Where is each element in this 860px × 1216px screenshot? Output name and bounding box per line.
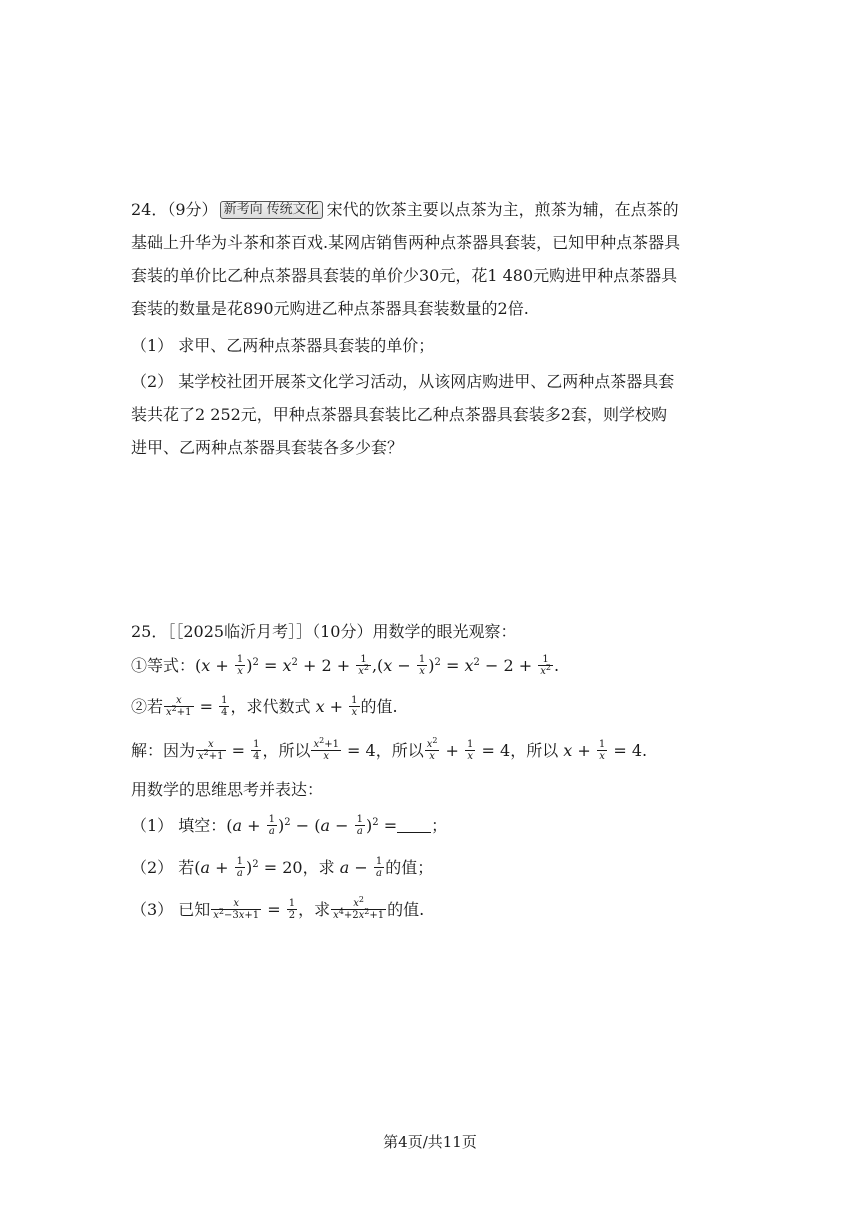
q25-equation-line [131,655,559,681]
p2-target: a − $\frac{1}{a}$ [339,856,383,879]
q24-text-line3: 套装的单价比乙种点茶器具套装的单价少30元，花1 480元购进甲种点茶器具 [131,266,678,285]
q24-part1: （1） 求甲、乙两种点茶器具套装的单价； [131,336,435,355]
sol-step1: $\frac{x}{x^2+1}$ = $\frac{1}{4}$ [198,739,260,762]
p3-condition: $\frac{x}{x^2-3x+1}$ = $\frac{1}{2}$ [213,898,296,921]
p2-mid: ，求 [302,858,335,877]
if-label: ②若 [131,697,164,716]
p1-end: ； [431,816,448,835]
q25-if-line [131,696,398,722]
p2-label: （2） 若 [131,858,195,877]
q24-part2-line3: 进甲、乙两种点茶器具套装各多少套？ [131,438,404,457]
q24-score: （9分） [167,200,218,219]
identity-formula: (x + $\frac{1}{x}$ )$^2 = x^2 + 2$ + $\frac{1}{x^2}$ ,(x − $\frac{1}{x}$ )$^2 = x^2 - 2$ + $\frac{1}{x^2}$ . [195,654,560,677]
badge-right-text: 传统文化 [266,202,319,217]
q24-text-line2: 基础上升华为斗茶和茶百戏.某网店销售两种点茶器具套装，已知甲种点茶器具 [131,233,681,252]
p1-answer-blank[interactable] [397,818,431,833]
q24-topic-badge [220,201,323,219]
p3-label: （3） 已知 [131,900,211,919]
q24-part2-line1: （2） 某学校社团开展茶文化学习活动，从该网店购进甲、乙两种点茶器具套 [131,372,675,391]
if-end: 的值. [360,697,398,716]
p2-condition: (a + $\frac{1}{a}$ )$^2$ = 20 [194,856,303,879]
p3-mid: ，求 [298,900,331,919]
sol-step2: $\frac{x^2+1}{x}$ = 4 [313,736,376,762]
q25-part3 [131,895,425,927]
sol-step3: $\frac{x^2}{x}$ + $\frac{1}{x}$ = 4 [426,736,511,762]
target-expression: x + $\frac{1}{x}$ [315,695,358,718]
q24-number: 24． [131,200,168,219]
q24-text-line1: 宋代的饮茶主要以点茶为主，煎茶为辅，在点茶的 [326,200,679,219]
sol-so2: ，所以 [375,741,424,760]
if-text: ，求代数式 [230,697,311,716]
badge-left-text: 新考向 [223,202,263,217]
p3-target: $\frac{x^2}{x^4+2x^2+1}$ [333,895,385,921]
sol-step4: x + $\frac{1}{x}$ = 4. [563,739,648,762]
sol-so1: ，所以 [262,741,311,760]
q25-header: 25．［［2025临沂月考］］（10分）用数学的眼光观察： [131,622,517,641]
q25-part2 [131,857,433,883]
q25-solution-line [131,736,648,766]
p2-end: 的值； [385,858,434,877]
sol-label: 解：因为 [131,741,196,760]
q24-part2-line2: 装共花了2 252元，甲种点茶器具套装比乙种点茶器具套装多2套，则学校购 [131,405,667,424]
q24-text-line4: 套装的数量是花890元购进乙种点茶器具套装数量的2倍. [131,299,529,318]
eq-label: ①等式： [131,656,196,675]
q25-part1 [131,815,447,841]
q24-line1 [131,199,679,221]
given-fraction: $\frac{x}{x^2+1}$ = $\frac{1}{4}$ [166,695,228,718]
q25-think: 用数学的思维思考并表达： [131,780,324,799]
sol-so3: ，所以 [510,741,559,760]
p1-expression: (a + $\frac{1}{a}$ )$^2$ − (a − $\frac{1}{a}$ )$^2$ = [226,814,398,837]
p3-end: 的值. [387,900,425,919]
page-footer: 第4页/共11页 [383,1133,477,1151]
p1-label: （1） 填空： [131,816,227,835]
